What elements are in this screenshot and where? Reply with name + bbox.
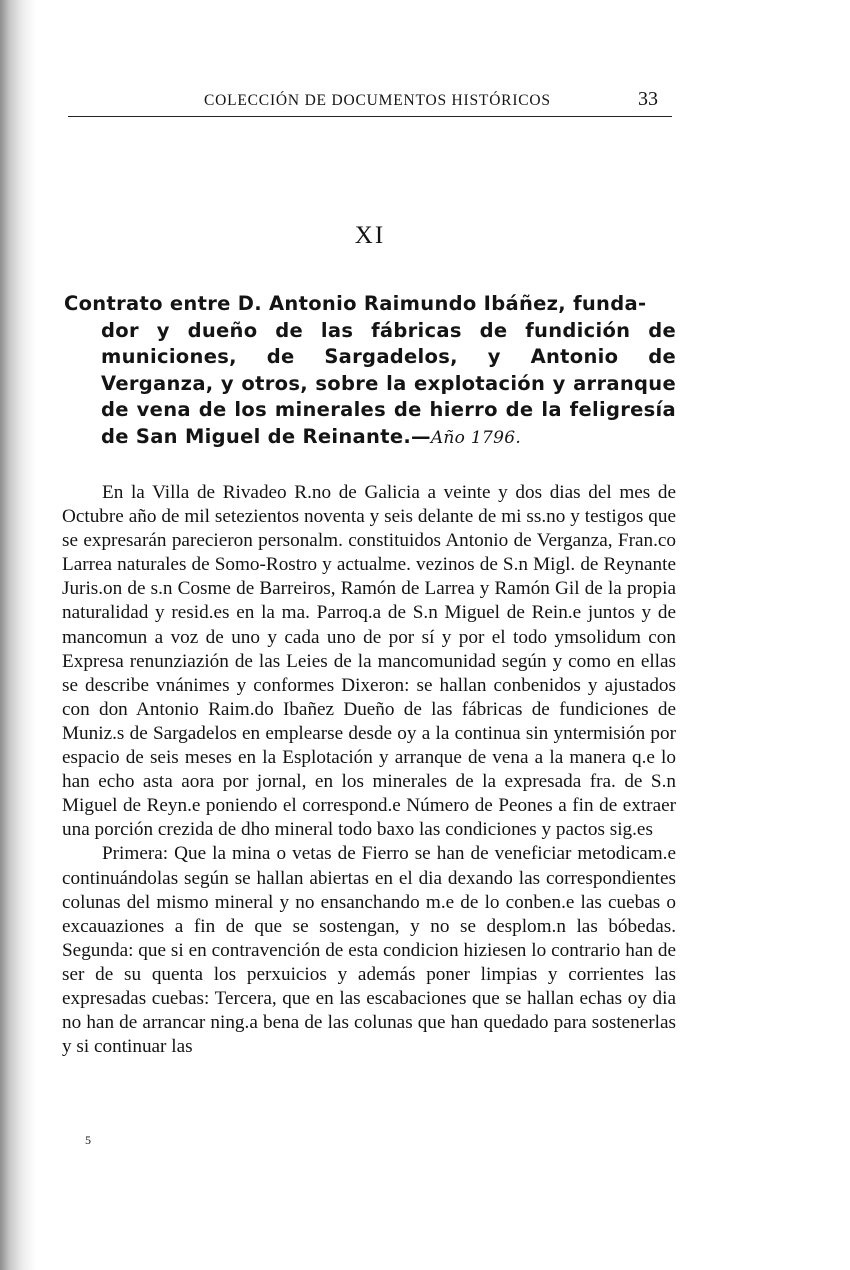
- page-binding-edge: [0, 0, 36, 1270]
- running-title: COLECCIÓN DE DOCUMENTOS HISTÓRICOS: [204, 92, 551, 109]
- heading-first-line: Contrato entre D. Antonio Raimundo Ibáñez, funda-: [64, 292, 647, 315]
- document-heading: [64, 291, 676, 451]
- heading-rest-text: dor y dueño de las fábricas de fundición de municiones, de Sargadelos, y Antonio de Verganza, y otros, sobre la explotación y arranque de vena de los minerales de hierro de la feligresía de San Miguel de Reinante.—: [101, 318, 676, 448]
- heading-date: Año 1796.: [430, 427, 522, 448]
- paragraph-conditions: Primera: Que la mina o vetas de Fierro se han de veneficiar metodicam.e continuándolas según se hallan abiertas en el dia dexando las correspondientes colunas del mismo mineral y no ensanchando m.e de lo conben.e las cuebas o excauaziones a fin de que se sostengan, y no se desplom.n las bóbedas. Segunda: que si en contravención de esta condicion hiziesen lo contrario han de ser de su quenta los perxuicios y además poner limpias y corrientes las expresadas cuebas: Tercera, que en las escabaciones que se hallan echas oy dia no han de arrancar ning.a bena de las colunas que han quedado para sostenerlas y si continuar las: [62, 843, 676, 1058]
- page-number: 33: [638, 88, 658, 110]
- chapter-number: XI: [354, 222, 386, 249]
- signature-mark: 5: [85, 1133, 91, 1147]
- heading-continuation: [64, 318, 676, 452]
- body-text: [62, 481, 676, 1059]
- paragraph-contract-opening: En la Villa de Rivadeo R.no de Galicia a veinte y dos dias del mes de Octubre año de mil setezientos noventa y seis delante de mi ss.no y testigos que se expresarán parecieron personalm. constituidos Antonio de Verganza, Fran.co Larrea naturales de Somo-Rostro y actualme. vezinos de S.n Migl. de Reynante Juris.on de s.n Cosme de Barreiros, Ramón de Larrea y Ramón Gil de la propia naturalidad y resid.es en la ma. Parroq.a de S.n Miguel de Rein.e juntos y de mancomun a voz de uno y cada uno de por sí y por el todo ymsolidum con Expresa renunziazión de las Leies de la mancomunidad según y como en ellas se describe vnánimes y conformes Dixeron: se hallan conbenidos y ajustados con don Antonio Raim.do Ibañez Dueño de las fábricas de fundiciones de Muniz.s de Sargadelos en emplearse desde oy a la continua sin yntermisión por espacio de seis meses en la Esplotación y arranque de vena a la manera q.e lo han echo asta aora por jornal, en los minerales de la expresada fra. de S.n Miguel de Reyn.e poniendo el correspond.e Número de Peones a fin de extraer una porción crezida de dho mineral todo baxo las condiciones y pactos sig.es: [62, 482, 676, 841]
- running-header: [68, 88, 672, 117]
